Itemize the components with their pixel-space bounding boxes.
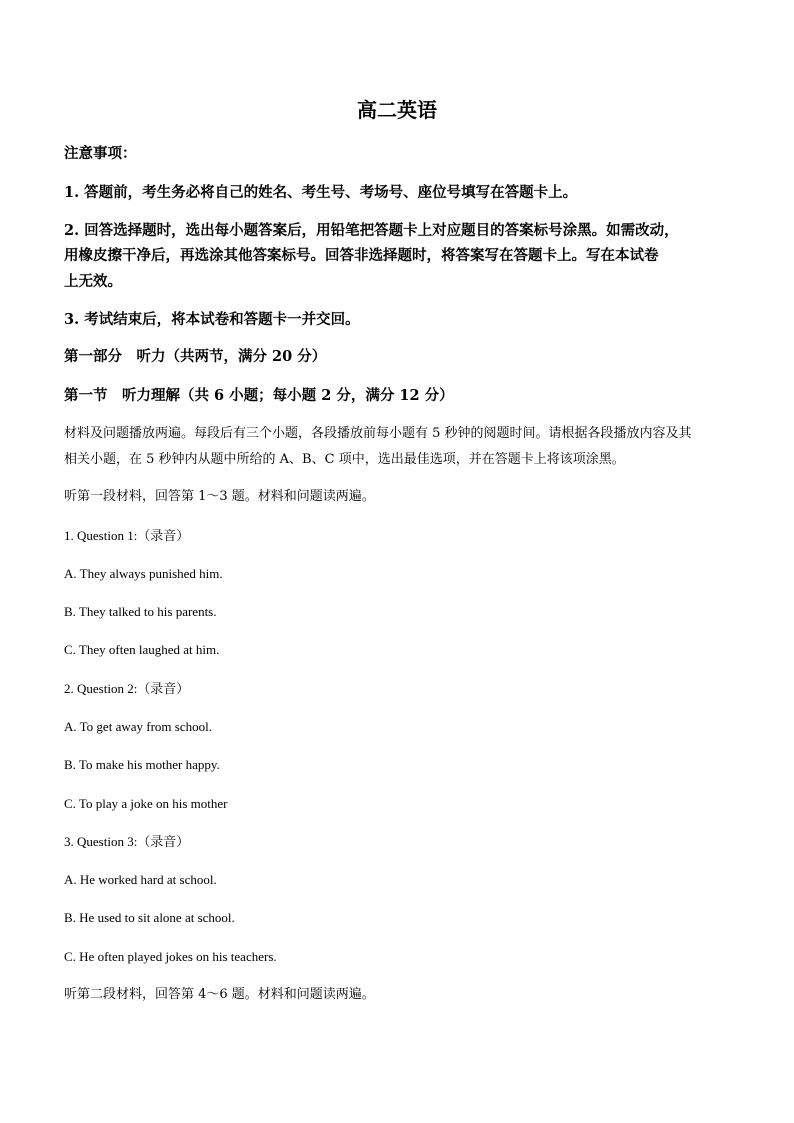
notice-item-2-line-2: 用橡皮擦干净后，再选涂其他答案标号。回答非选择题时，将答案写在答题卡上。写在本试卷 [64, 247, 659, 264]
passage-one-instruction: 听第一段材料，回答第 1～3 题。材料和问题读两遍。 [64, 489, 375, 504]
question-1-option-c: C. They often laughed at him. [64, 642, 220, 657]
section-one-heading: 第一节 听力理解（共 6 小题；每小题 2 分，满分 12 分） [64, 387, 454, 404]
instructions-line-1: 材料及问题播放两遍。每段后有三个小题，各段播放前每小题有 5 秒钟的阅题时间。请根据各段播放内容及其 [64, 426, 692, 441]
question-3-option-a: A. He worked hard at school. [64, 872, 217, 887]
notice-item-2-line-3: 上无效。 [64, 273, 122, 290]
page-title: 高二英语 [357, 98, 437, 122]
part-one-heading: 第一部分 听力（共两节，满分 20 分） [64, 348, 327, 365]
notice-item-2-line-1: 2. 回答选择题时，选出每小题答案后，用铅笔把答题卡上对应题目的答案标号涂黑。如需改动， [64, 222, 679, 239]
notice-item-1: 1. 答题前，考生务必将自己的姓名、考生号、考场号、座位号填写在答题卡上。 [64, 184, 578, 201]
question-3: 3. Question 3:（录音） [64, 834, 190, 849]
notice-heading: 注意事项： [64, 145, 137, 162]
instructions-line-2: 相关小题，在 5 秒钟内从题中所给的 A、B、C 项中，选出最佳选项，并在答题卡上将该项涂黑。 [64, 452, 625, 467]
question-1-option-b: B. They talked to his parents. [64, 604, 217, 619]
question-1-option-a: A. They always punished him. [64, 566, 223, 581]
question-2-option-a: A. To get away from school. [64, 719, 212, 734]
question-2-option-c: C. To play a joke on his mother [64, 796, 228, 811]
notice-item-3: 3. 考试结束后，将本试卷和答题卡一并交回。 [64, 311, 360, 328]
question-2: 2. Question 2:（录音） [64, 681, 190, 696]
question-3-option-c: C. He often played jokes on his teachers. [64, 949, 277, 964]
passage-two-instruction: 听第二段材料，回答第 4～6 题。材料和问题读两遍。 [64, 987, 375, 1002]
question-2-option-b: B. To make his mother happy. [64, 757, 220, 772]
question-3-option-b: B. He used to sit alone at school. [64, 910, 235, 925]
question-1: 1. Question 1:（录音） [64, 528, 190, 543]
